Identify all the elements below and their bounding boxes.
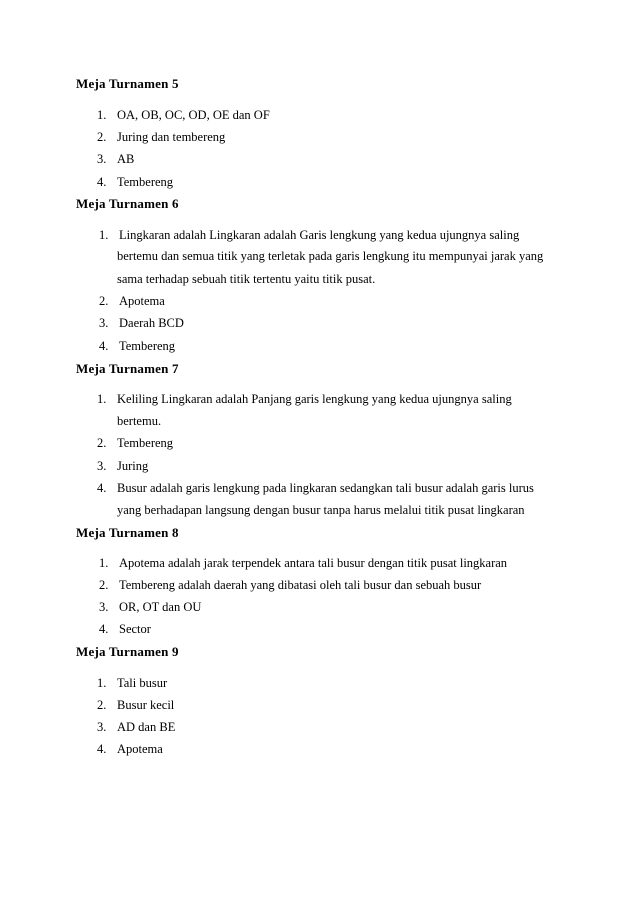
list-number: 4. — [99, 622, 109, 636]
list-number: 1. — [99, 556, 109, 570]
list-number: 1. — [99, 228, 109, 242]
list-number: 4. — [97, 742, 107, 756]
list-text: Lingkaran adalah Lingkaran adalah Garis lengkung yang kedua ujungnya saling — [119, 228, 520, 242]
list-number: 3. — [97, 720, 107, 734]
list-number: 2. — [97, 698, 107, 712]
list-text: Daerah BCD — [119, 316, 184, 330]
list-number: 3. — [97, 152, 107, 166]
list-text: Keliling Lingkaran adalah Panjang garis lengkung yang kedua ujungnya saling — [117, 392, 512, 406]
list-text-continuation: bertemu dan semua titik yang terletak pada garis lengkung itu mempunyai jarak yang — [117, 249, 544, 263]
list-number: 2. — [97, 130, 107, 144]
list-text: Busur kecil — [117, 698, 175, 712]
list-number: 2. — [99, 578, 109, 592]
list-number: 1. — [97, 108, 107, 122]
list-number: 3. — [99, 600, 109, 614]
list-number: 4. — [97, 481, 107, 495]
list-text: Tembereng — [117, 436, 174, 450]
list-number: 4. — [97, 175, 107, 189]
list-text-continuation: bertemu. — [117, 414, 162, 428]
list-text-continuation: yang berhadapan langsung dengan busur tanpa harus melalui titik pusat lingkaran — [117, 503, 525, 517]
list-text: Juring dan tembereng — [117, 130, 226, 144]
list-text: Apotema — [117, 742, 163, 756]
list-text: AB — [117, 152, 135, 166]
list-text: Tembereng adalah daerah yang dibatasi oleh tali busur dan sebuah busur — [119, 578, 482, 592]
list-text: OA, OB, OC, OD, OE dan OF — [117, 108, 270, 122]
list-text: Tembereng — [119, 339, 176, 353]
list-number: 3. — [99, 316, 109, 330]
list-number: 1. — [97, 676, 107, 690]
list-text: Tali busur — [117, 676, 168, 690]
list-text: Tembereng — [117, 175, 174, 189]
section-heading-7: Meja Turnamen 7 — [76, 361, 179, 376]
section-heading-6: Meja Turnamen 6 — [76, 196, 179, 211]
list-number: 2. — [99, 294, 109, 308]
list-number: 1. — [97, 392, 107, 406]
list-text: Juring — [117, 459, 149, 473]
list-text: AD dan BE — [117, 720, 176, 734]
list-text: Busur adalah garis lengkung pada lingkaran sedangkan tali busur adalah garis lurus — [117, 481, 534, 495]
list-number: 4. — [99, 339, 109, 353]
list-text: Apotema — [119, 294, 165, 308]
section-heading-8: Meja Turnamen 8 — [76, 525, 179, 540]
list-text-continuation: sama terhadap sebuah titik tertentu yaitu titik pusat. — [117, 272, 376, 286]
section-heading-5: Meja Turnamen 5 — [76, 76, 179, 91]
list-number: 3. — [97, 459, 107, 473]
list-text: Sector — [119, 622, 151, 636]
list-number: 2. — [97, 436, 107, 450]
section-heading-9: Meja Turnamen 9 — [76, 644, 179, 659]
list-text: OR, OT dan OU — [119, 600, 202, 614]
list-text: Apotema adalah jarak terpendek antara tali busur dengan titik pusat lingkaran — [119, 556, 508, 570]
